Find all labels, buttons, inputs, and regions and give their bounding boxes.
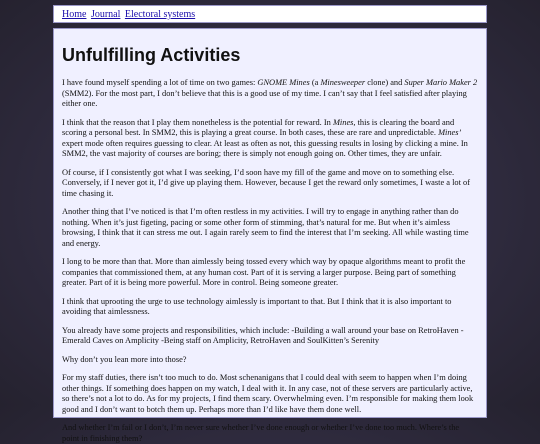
article-paragraph-9: For my staff duties, there isn’t too much to do. Most schenanigans that I could deal with seem to happen when I’m doing other things. If something does happen on my watch, I deal with it. In any case, not of these servers are particularly active, so there’s not a lot to do. As for my projects, I find them scary. Overwhelming even. I’m responsible for making them look good and I don’t want to botch them up. Perhaps more than I’d like have them done well. [62,373,474,414]
game-title-gnome-mines: GNOME Mines [257,78,310,87]
page-title: Unfulfilling Activities [62,45,241,65]
article-paragraph-8: Why don’t you lean more into those? [62,354,187,364]
game-title-minesweeper: Minesweeper [320,78,366,87]
game-title-mines: Mines [332,117,354,127]
top-nav-bar [53,5,487,23]
article-paragraph-10: And whether I’m fail or I don’t, I’m never sure whether I’ve done enough or whether I’ve done too much. Where’s the point in finishing them? [62,423,460,443]
article-paragraph-4: Another thing that I’ve noticed is that I’m often restless in my activities. I will try to engage in anything rather than do nothing. When it’s just figeting, pacing or some other form of stimming, that’s natural for me. But when it’s aimless browsing, I think that it can stress me out. I again rarely seem to find the interest that I’m seeking. All while wasting time and energy. [62,207,469,248]
article-container [53,28,487,443]
article-paragraph-5: I long to be more than that. More than aimlessly being tossed every which way by opaque algorithms meant to profit the companies that commissioned them, at any human cost. Part of it is serving a larger purpose. Being part of something greater. Part of it is being more powerful. More in control. Being someone greater. [62,257,466,287]
game-title-super-mario-maker-2: Super Mario Maker 2 [404,78,478,87]
nav-link-home[interactable]: Home [62,9,87,20]
game-title-mines-possessive: Mines’ [438,128,462,137]
article-paragraph-2: I think that the reason that I play them nonetheless is the potential for reward. In Mines, this is clearing the board and scoring a personal best. In SMM2, this is playing a great course. In both cases, these are rare and unpredictable. Mines’ expert mode often requires guessing to clear. At least as often as not, this guessing results in losing by clicking a mine. In SMM2, the vast majority of courses are boring; there is simply not enough going on. Other times, they are unfair. [62,117,468,158]
article-paragraph-3: Of course, if I consistently got what I was seeking, I’d soon have my fill of the game and move on to something else. Conversely, if I never got it, I’d give up playing them. However, because I get the reward only sometimes, I waste a lot of time chasing it. [62,167,470,198]
article-paragraph-1: I have found myself spending a lot of time on two games: GNOME Mines (a Minesweeper clone) and Super Mario Maker 2 (SMM2). For the most part, I don’t believe that this is a good use of my time. I can’t say that I feel satisfied after playing either one. [62,78,478,108]
article-paragraph-6: I think that uprooting the urge to use technology aimlessly is important to that. But I think that it is also important to avoiding that aimlessness. [62,296,452,316]
nav-link-electoral-systems[interactable]: Electoral systems [124,9,196,20]
article-paragraph-7: You already have some projects and responsibilities, which include: -Building a wall around your base on RetroHaven -Emerald Caves on Amplicity -Being staff on Amplicity, RetroHaven and SoulKitten’s Serenity [62,325,464,345]
nav-link-journal[interactable]: Journal [90,9,121,20]
